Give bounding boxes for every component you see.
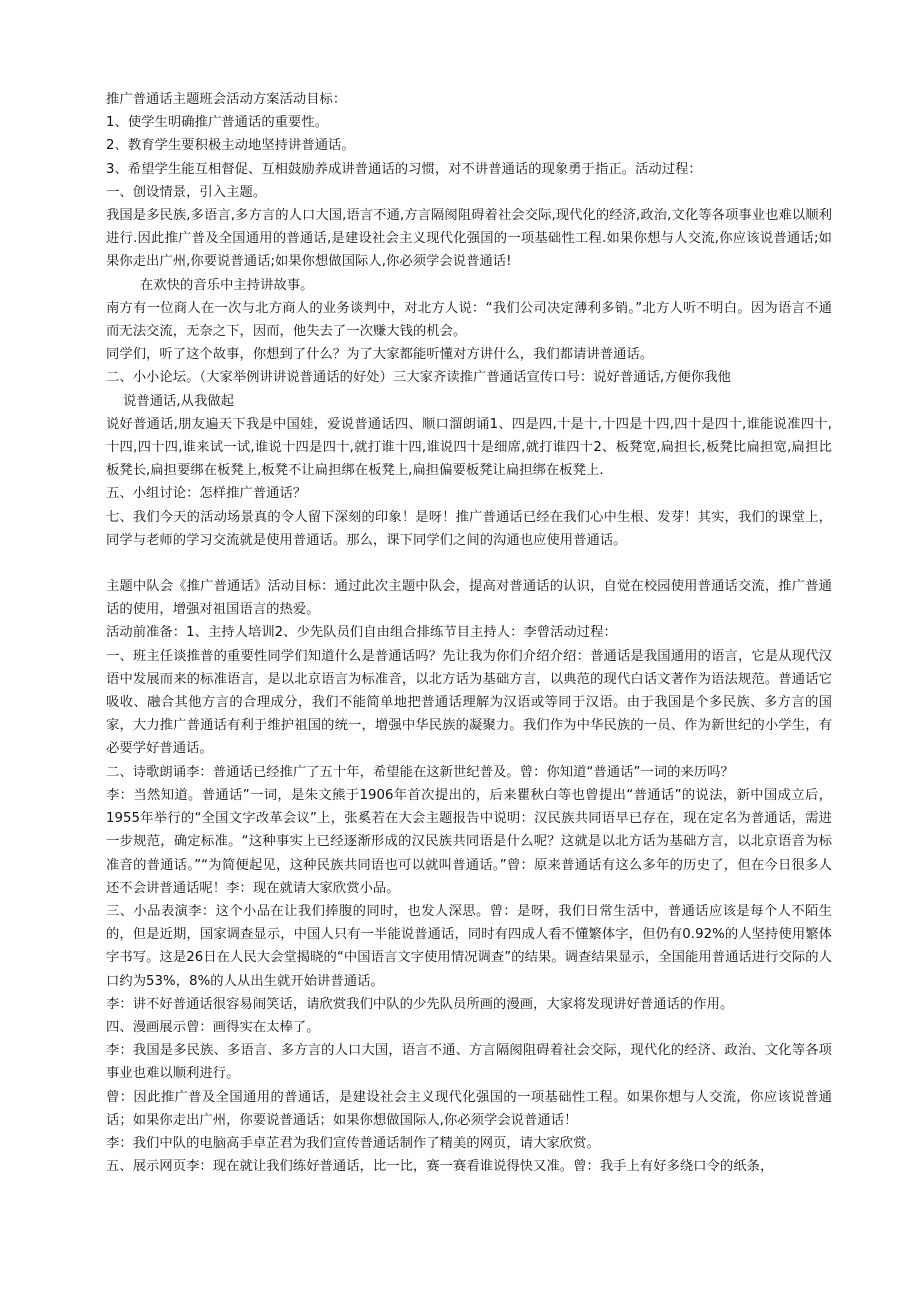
- section2-paragraph-3: 李：当然知道。普通话”一词，是朱文熊于1906年首次提出的，后来瞿秋白等也曾提出“普通话”的说法，新中国成立后，1955年举行的“全国文字改革会议”上，张奚若在大会主题报告中说明：汉民族共同语早已存在，现在定名为普通话，需进一步规范，确定标准。“这种事实上已经逐渐形成的汉民族共同语是什么呢？这就是以北方话为基础方言，以北京语音为标准音的普通话。”“为简便起见，这种民族共同语也可以就叫普通话。”曾：原来普通话有这么多年的历史了，但在今日很多人还不会讲普通话呢！李：现在就请大家欣赏小品。: [106, 787, 832, 896]
- step7-summary: 七、我们今天的活动场景真的令人留下深刻的印象！是呀！推广普通话已经在我们心中生根、发芽！其实，我们的课堂上，同学与老师的学习交流就是使用普通话。那么，课下同学们之间的沟通也应使用普通话。: [106, 509, 832, 548]
- music-line: 在欢快的音乐中主持讲故事。: [140, 277, 314, 293]
- section2-paragraph-8: 曾：因此推广普及全国通用的普通话，是建设社会主义现代化强国的一项基础性工程。如果你想与人交流，你应该说普通话；如果你走出广州，你要说普通话；如果你想做国际人,你必须学会说普通话！: [106, 1089, 832, 1128]
- story-paragraph: 南方有一位商人在一次与北方商人的业务谈判中，对北方人说：“我们公司决定薄利多销。”北方人听不明白。因为语言不通而无法交流，无奈之下，因而，他失去了一次赚大钱的机会。: [106, 300, 832, 340]
- section2-paragraph-1: 一、班主任谈推普的重要性同学们知道什么是普通话吗？先让我为你们介绍介绍：普通话是我国通用的语言，它是从现代汉语中发展而来的标准语言，是以北京语言为标准音，以北方话为基础方言，以典范的现代白话文著作为语法规范。普通话它吸收、融合其他方言的合理成分，我们不能简单地把普通话理解为汉语或等同于汉语。由于我国是个多民族、多方言的国家，大力推广普通话有利于维护祖国的统一，增强中华民族的凝聚力。我们作为中华民族的一员、作为新世纪的小学生，有必要学好普通话。: [106, 648, 832, 757]
- goal-3: 3、希望学生能互相督促、互相鼓励养成讲普通话的习惯，对不讲普通话的现象勇于指正。活动过程：: [106, 161, 702, 177]
- step5-discussion: 五、小组讨论：怎样推广普通话？: [106, 486, 307, 502]
- step1-title: 一、创设情景，引入主题。: [106, 184, 267, 200]
- section2-paragraph-7: 李：我国是多民族、多语言、多方言的人口大国，语言不通、方言隔阂阻碍着社会交际，现代化的经济、政治、文化等各项事业也难以顺利进行。: [106, 1043, 832, 1082]
- section2-paragraph-10: 五、展示网页李：现在就让我们练好普通话，比一比，赛一赛看谁说得快又准。曾：我手上有好多绕口令的纸条，: [106, 1159, 774, 1175]
- section2-paragraph-9: 李：我们中队的电脑高手卓芷君为我们宣传普通话制作了精美的网页，请大家欣赏。: [106, 1135, 600, 1151]
- goal-1: 1、使学生明确推广普通话的重要性。: [106, 115, 329, 131]
- step1-text: 我国是多民族,多语言,多方言的人口大国,语言不通,方言隔阂阻碍着社会交际,现代化的经济,政治,文化等各项事业也难以顺利进行.因此推广普及全国通用的普通话,是建设社会主义现代化强国的一项基础性工程.如果你想与人交流,你应该说普通话;如果你走出广州,你要说普通话;如果你想做国际人,你必须学会说普通话!: [106, 208, 832, 270]
- section2-paragraph-4: 三、小品表演李：这个小品在让我们捧腹的同时，也发人深思。曾：是呀，我们日常生活中，普通话应该是每个人不陌生的，但是近期，国家调查显示，中国人只有一半能说普通话，同时有四成人看不懂繁体字，但仍有0.92%的人坚持使用繁体字书写。这是26日在人民大会堂揭晓的“中国语言文字使用情况调查”的结果。调查结果显示，全国能用普通话进行交际的人口约为53%，8%的人从出生就开始讲普通话。: [106, 903, 832, 989]
- chant-paragraph: 说好普通话,朋友遍天下我是中国娃，爱说普通话四、顺口溜朗诵1、四是四,十是十,十四是十四,四十是四十,谁能说准四十,十四,四十四,谁来试一试,谁说十四是四十,就打谁十四,谁说四十是细席,就打谁四十2、板凳宽,扁担长,板凳比扁担宽,扁担比板凳长,扁担要绑在板凳上,板凳不让扁担绑在板凳上,扁担偏要板凳让扁担绑在板凳上.: [106, 416, 832, 479]
- document-page: [106, 88, 832, 1178]
- section1-title: 推广普通话主题班会活动方案活动目标：: [106, 92, 347, 107]
- section2-intro: 主题中队会《推广普通话》活动目标：通过此次主题中队会，提高对普通话的认识，自觉在校园使用普通话交流，推广普通话的使用，增强对祖国语言的热爱。: [106, 579, 832, 618]
- story-question: 同学们，听了这个故事，你想到了什么？为了大家都能听懂对方讲什么，我们都请讲普通话。: [106, 347, 654, 363]
- step2-forum: 二、小小论坛。（大家举例讲讲说普通话的好处）三大家齐读推广普通话宣传口号：说好普通话,方便你我他: [106, 370, 731, 386]
- section2-paragraph-5: 李：讲不好普通话很容易闹笑话，请欣赏我们中队的少先队员所画的漫画，大家将发现讲好普通话的作用。: [106, 996, 734, 1012]
- section-gap: [106, 552, 832, 575]
- section2-prep: 活动前准备：1、主持人培训2、少先队员们自由组合排练节目主持人：李曾活动过程：: [106, 625, 617, 641]
- section2-paragraph-6: 四、漫画展示曾：画得实在太棒了。: [106, 1019, 320, 1035]
- goal-2: 2、教育学生要积极主动地坚持讲普通话。: [106, 138, 355, 154]
- section2-paragraph-2: 二、诗歌朗诵李：普通话已经推广了五十年，希望能在这新世纪普及。曾：你知道“普通话”一词的来历吗？: [106, 764, 734, 780]
- step2-slogan-cont: 说普通话,从我做起: [123, 393, 235, 409]
